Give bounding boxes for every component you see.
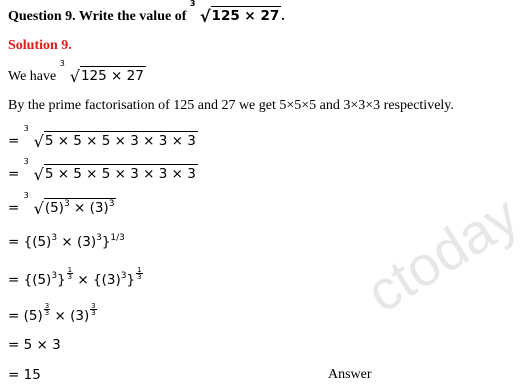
radical-sign-icon: √	[33, 165, 44, 184]
intro-line	[8, 59, 146, 86]
step-5	[8, 267, 143, 289]
solution-label: Solution 9.	[8, 38, 72, 53]
watermark: ctoday	[355, 183, 529, 325]
equals-sign: =	[8, 367, 20, 383]
fraction-exponent	[67, 267, 73, 280]
equals-sign: =	[8, 234, 20, 250]
radical-sign-icon: √	[33, 199, 44, 218]
term-3: (3)	[70, 308, 90, 324]
fraction-exponent	[90, 303, 96, 316]
step-3-radical	[23, 191, 117, 218]
final-value: 15	[23, 367, 41, 383]
term-3: × (3)	[61, 234, 97, 250]
closing-brace: }	[57, 272, 66, 288]
step-8	[8, 366, 41, 384]
fraction-numerator: 1	[67, 266, 73, 274]
times-sign: ×	[73, 200, 86, 216]
radical-sign-icon: √	[33, 132, 44, 151]
term-5: {(5)	[23, 234, 52, 250]
exponent: 3	[96, 233, 102, 243]
fraction-numerator: 3	[91, 302, 96, 310]
step-2	[8, 157, 198, 184]
step-1-radical	[23, 124, 198, 151]
intro-text: We have	[8, 69, 57, 84]
exponent: 3	[120, 271, 127, 281]
power-one-third: 1/3	[110, 233, 125, 243]
step-2-radicand: 5 × 5 × 5 × 3 × 3 × 3	[44, 166, 196, 182]
exponent: 3	[63, 199, 70, 209]
exponent: 3	[51, 233, 58, 243]
radical-index: 3	[23, 124, 29, 133]
intro-radical	[59, 59, 146, 86]
term-5: {(5)	[23, 272, 52, 288]
equals-sign: =	[8, 133, 20, 149]
equals-sign: =	[8, 200, 20, 216]
fraction-numerator: 1	[137, 266, 142, 274]
term-3: {(3)	[93, 272, 121, 288]
step-4	[8, 233, 125, 251]
exponent: 3	[51, 271, 58, 281]
prime-factorisation-text: By the prime factorisation of 125 and 27 we get 5×5×5 and 3×3×3 respectively.	[8, 98, 454, 113]
question-heading	[8, 0, 285, 26]
times-sign: ×	[77, 272, 89, 288]
radical-index: 3	[59, 59, 65, 68]
times-sign: ×	[54, 308, 66, 324]
question-label: Question 9. Write the value of	[8, 9, 187, 24]
step-1	[8, 124, 198, 151]
step-6	[8, 303, 97, 325]
term-3: (3)	[89, 200, 109, 216]
radical-index: 3	[23, 191, 29, 200]
step-7-expression: 5 × 3	[23, 337, 61, 353]
term-5: (5)	[44, 200, 64, 216]
step-3	[8, 191, 116, 218]
fraction-denominator: 3	[44, 309, 50, 317]
radical-index: 3	[189, 0, 196, 8]
step-7	[8, 336, 61, 354]
term-5: (5)	[23, 308, 43, 324]
fraction-exponent	[136, 267, 142, 280]
fraction-numerator: 3	[44, 302, 50, 310]
closing-brace: }	[101, 234, 111, 250]
equals-sign: =	[8, 308, 20, 324]
question-radical	[189, 0, 281, 26]
intro-radicand: 125 × 27	[80, 68, 144, 84]
fraction-denominator: 3	[91, 309, 96, 317]
closing-brace: }	[126, 272, 136, 288]
step-3-radicand	[44, 198, 117, 216]
fraction-denominator: 3	[67, 273, 73, 281]
step-2-radical	[23, 157, 198, 184]
exponent: 3	[108, 199, 115, 209]
radical-index: 3	[23, 157, 29, 166]
equals-sign: =	[8, 337, 20, 353]
radical-sign-icon: √	[199, 7, 211, 26]
answer-label: Answer	[328, 367, 372, 382]
equals-sign: =	[8, 272, 20, 288]
question-period: .	[281, 9, 285, 24]
fraction-denominator: 3	[137, 273, 142, 281]
step-1-radicand: 5 × 5 × 5 × 3 × 3 × 3	[44, 133, 196, 149]
question-radicand: 125 × 27	[211, 8, 280, 24]
fraction-exponent	[44, 303, 50, 316]
radical-sign-icon: √	[69, 67, 80, 86]
equals-sign: =	[8, 166, 20, 182]
